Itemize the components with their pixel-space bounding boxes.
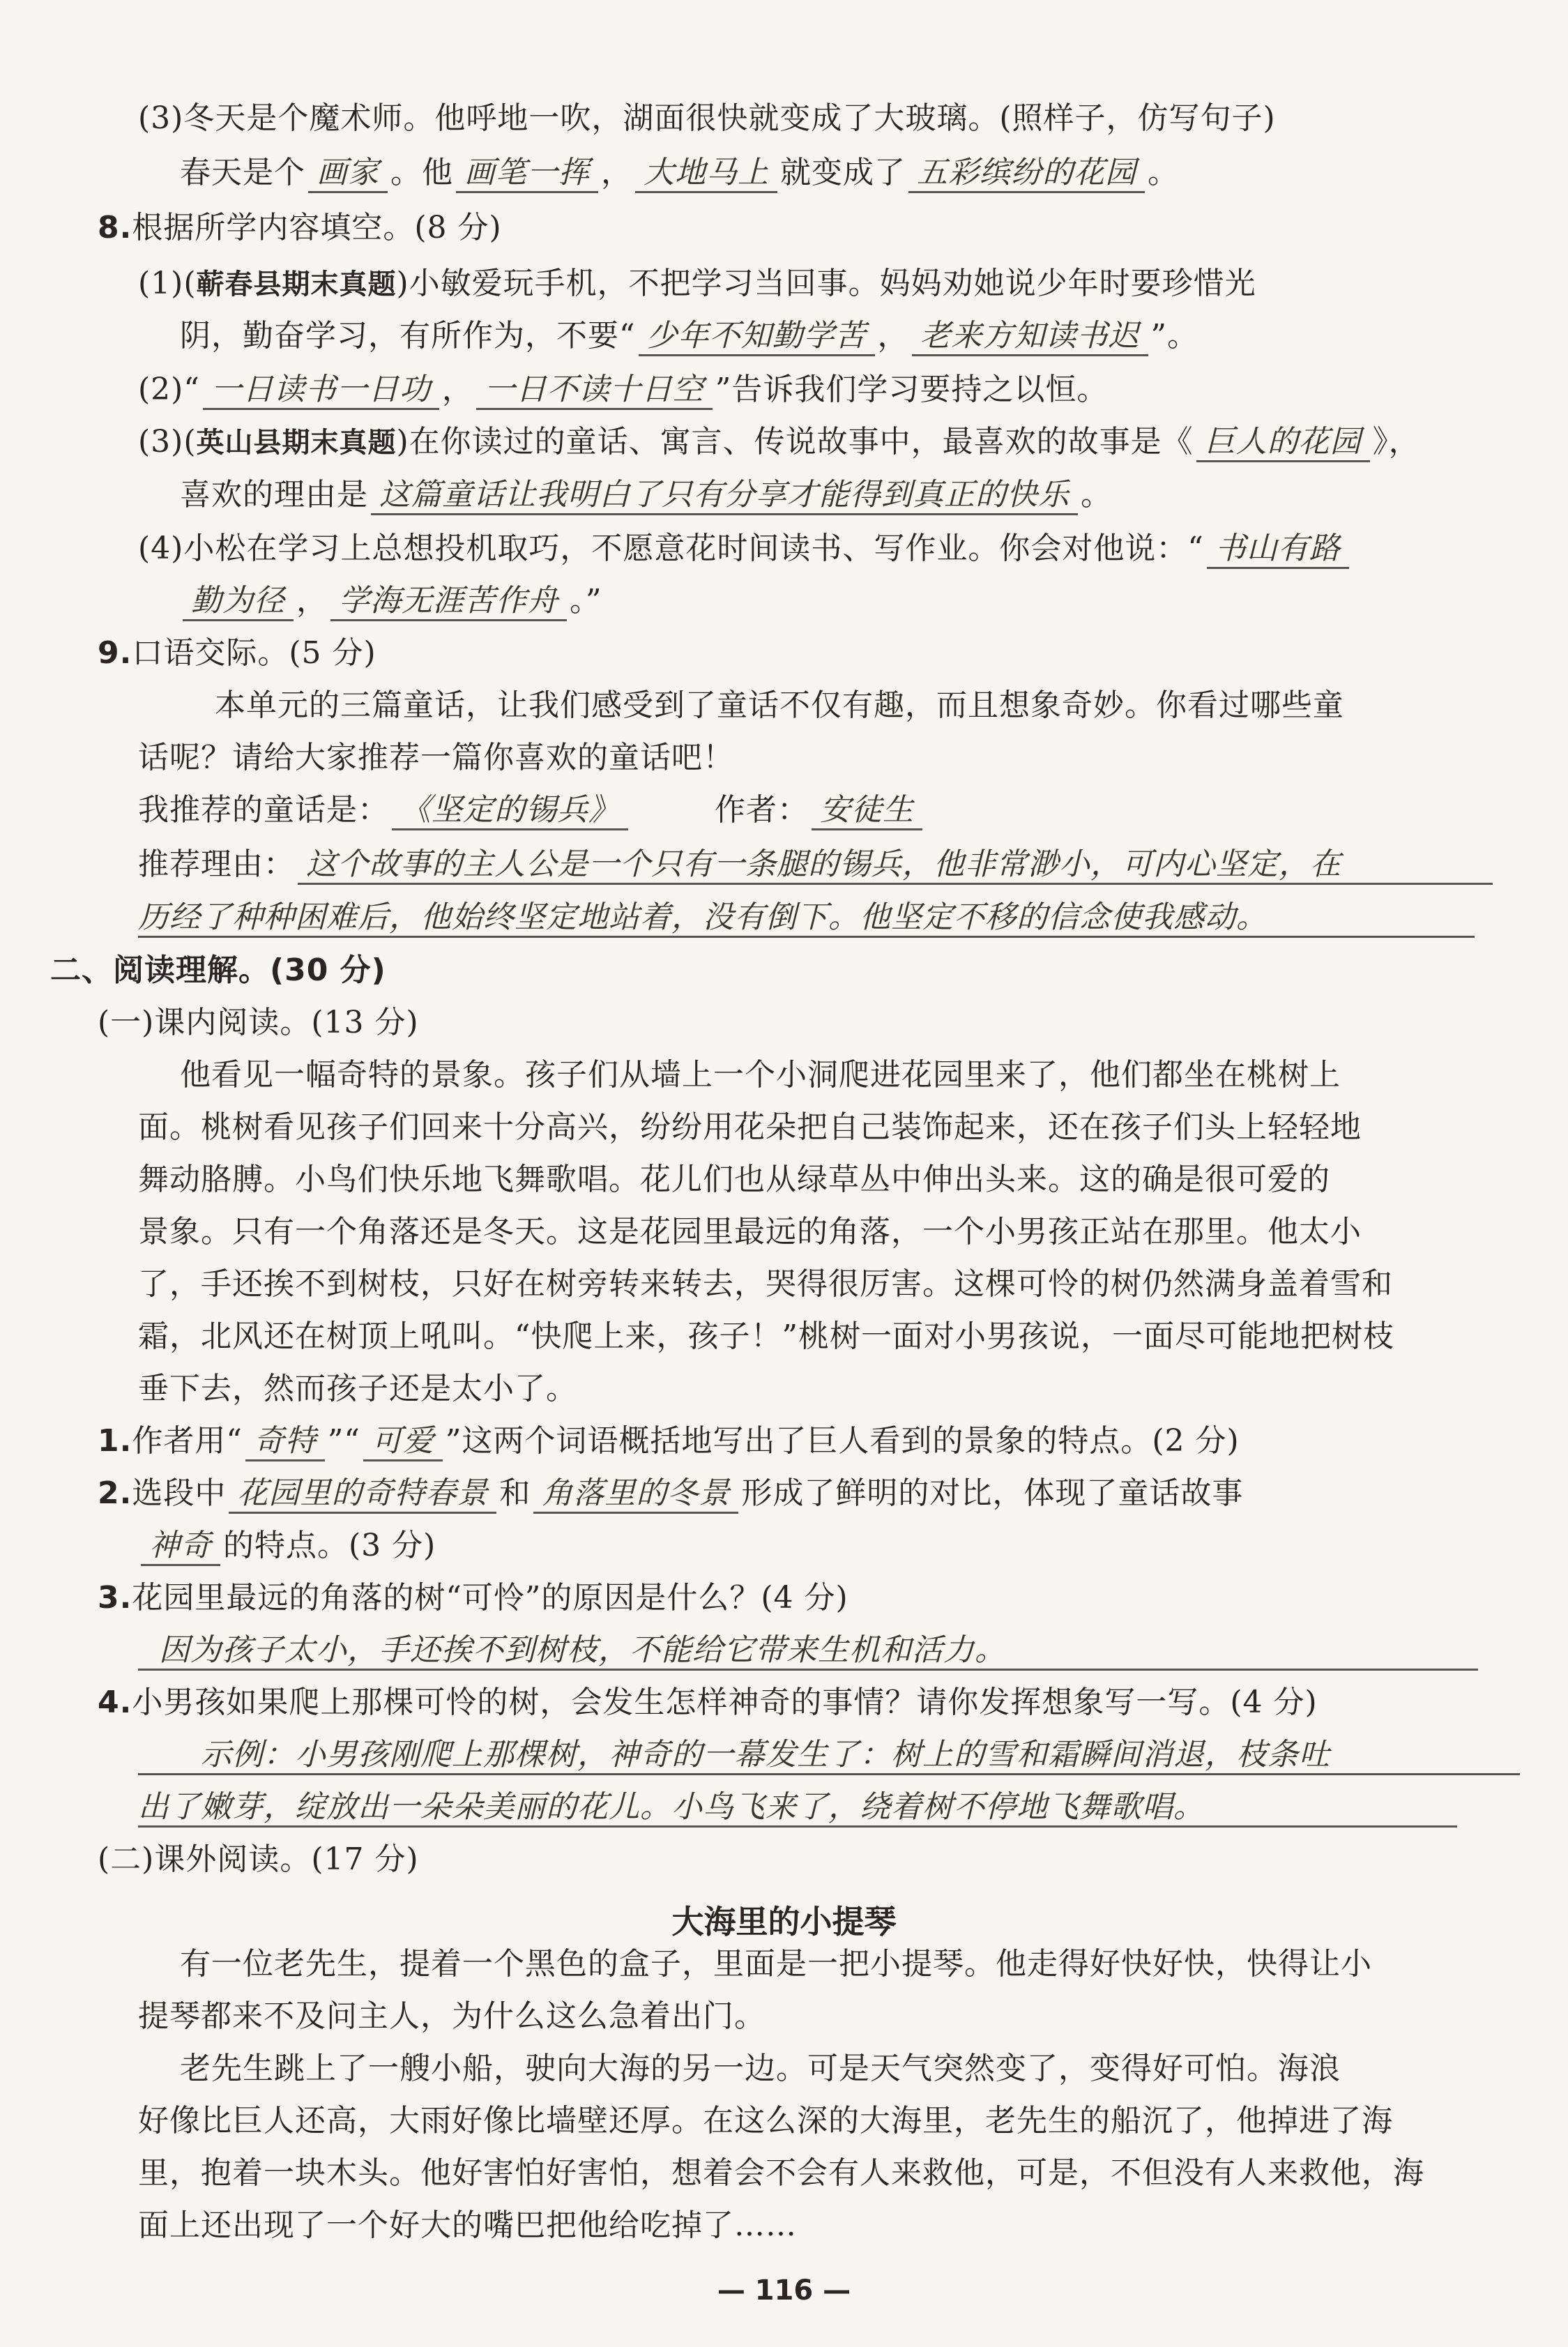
q8-3-line1: (3)(英山县期末真题)在你读过的童话、寓言、传说故事中，最喜欢的故事是《 巨人的花园 》， [138,427,1420,462]
story-line: 好像比巨人还高，大雨好像比墙壁还厚。在这么深的大海里，老先生的船沉了，他掉进了海 [138,2103,1393,2139]
handwritten-answer: 书山有路 [1207,533,1349,569]
story-line: 里，抱着一块木头。他好害怕好害怕，想着会不会有人来救他，可是，不但没有人来救他，海 [138,2155,1424,2191]
part2-heading: (二)课外阅读。(17 分) [98,1841,419,1877]
handwritten-answer: 示例：小男孩刚爬上那棵树，神奇的一幕发生了：树上的雪和霜瞬间消退，枝条吐 [138,1740,1520,1775]
handwritten-answer: 这篇童话让我明白了只有分享才能得到真正的快乐 [371,480,1078,515]
handwritten-answer: 花园里的奇特春景 [229,1478,496,1514]
story-line: 面上还出现了一个好大的嘴巴把他给吃掉了…… [138,2208,797,2243]
story-line: 提琴都来不及问主人，为什么这么急着出门。 [138,1998,766,2034]
passage-line: 了，手还挨不到树枝，只好在树旁转来转去，哭得很厉害。这棵可怜的树仍然满身盖着雪和 [138,1266,1393,1302]
passage-line: 垂下去，然而孩子还是太小了。 [138,1371,577,1406]
q8-4-line1: (4)小松在学习上总想投机取巧，不愿意花时间读书、写作业。你会对他说：“ 书山有路 [138,533,1352,569]
q8-1-line1: (1)(蕲春县期末真题)小敏爱玩手机，不把学习当回事。妈妈劝她说少年时要珍惜光 [138,266,1256,301]
q9-reason-line2 [138,899,1484,938]
story-title: 大海里的小提琴 [671,1903,897,1940]
q9-heading: 9.口语交际。(5 分) [98,635,376,671]
passage-line: 面。桃树看见孩子们回来十分高兴，纷纷用花朵把自己装饰起来，还在孩子们头上轻轻地 [138,1109,1362,1145]
handwritten-answer: 勤为径 [183,586,294,621]
page-number: — 116 — [717,2274,851,2307]
handwritten-answer: 巨人的花园 [1196,427,1370,462]
q9-text2: 话呢？请给大家推荐一篇你喜欢的童话吧！ [138,740,734,775]
section2-heading: 二、阅读理解。(30 分) [50,952,386,988]
handwritten-answer: 大地马上 [635,158,777,193]
reading-q3-answer [138,1632,1478,1671]
handwritten-answer: 少年不知勤学苦 [639,321,875,356]
source-tag: 蕲春县期末真题 [196,268,397,301]
handwritten-answer: 奇特 [245,1426,325,1461]
q8-heading: 8.根据所学内容填空。(8 分) [98,210,502,245]
handwritten-answer: 画家 [308,158,388,193]
reading-q4: 4.小男孩如果爬上那棵可怜的树，会发生怎样神奇的事情？请你发挥想象写一写。(4 分) [98,1685,1318,1720]
handwritten-answer: 可爱 [363,1426,443,1461]
handwritten-answer: 画笔一挥 [456,158,598,193]
handwritten-answer: 出了嫩芽，绽放出一朵朵美丽的花儿。小鸟飞来了，绕着树不停地飞舞歌唱。 [138,1792,1457,1828]
q9-recommend-line: 我推荐的童话是： 《坚定的锡兵》 作者： 安徒生 [138,795,925,830]
reading-q4-answer2 [138,1789,1457,1828]
handwritten-answer: 一日读书一日功 [203,374,439,410]
reading-q4-answer1 [138,1737,1520,1775]
q8-1-line2: 阴，勤奋学习，有所作为，不要“ 少年不知勤学苦 ， 老来方知读书迟 ”。 [180,321,1198,356]
handwritten-answer: 安徒生 [812,795,922,830]
q8-2-line: (2)“ 一日读书一日功 ， 一日不读十日空 ”告诉我们学习要持之以恒。 [138,374,1108,410]
source-tag: 英山县期末真题 [196,427,397,459]
q8-4-line2: 勤为径 ， 学海无涯苦作舟 。” [180,586,602,621]
handwritten-answer: 老来方知读书迟 [912,321,1148,356]
handwritten-answer: 学海无涯苦作舟 [330,586,567,621]
reading-q2-line1: 2.选段中 花园里的奇特春景 和 角落里的冬景 形成了鲜明的对比，体现了童话故事 [98,1478,1243,1514]
q7-3-prompt: (3)冬天是个魔术师。他呼地一吹，湖面很快就变成了大玻璃。(照样子，仿写句子) [138,100,1276,136]
handwritten-answer: 一日不读十日空 [476,374,713,410]
story-line: 有一位老先生，提着一个黑色的盒子，里面是一把小提琴。他走得好快好快，快得让小 [180,1946,1372,1982]
reading-q3: 3.花园里最远的角落的树“可怜”的原因是什么？(4 分) [98,1580,848,1616]
passage-line: 景象。只有一个角落还是冬天。这是花园里最远的角落，一个小男孩正站在那里。他太小 [138,1214,1362,1250]
story-line: 老先生跳上了一艘小船，驶向大海的另一边。可是天气突然变了，变得好可怕。海浪 [180,2051,1341,2086]
handwritten-answer: 神奇 [141,1531,220,1566]
q7-3-answer-line: 春天是个 画家 。他 画笔一挥 ， 大地马上 就变成了 五彩缤纷的花园 。 [180,158,1179,193]
q8-3-line2: 喜欢的理由是 这篇童话让我明白了只有分享才能得到真正的快乐 。 [180,480,1112,515]
handwritten-answer: 因为孩子太小，手还挨不到树枝，不能给它带来生机和活力。 [138,1635,1478,1671]
handwritten-answer: 角落里的冬景 [533,1478,738,1514]
part1-heading: (一)课内阅读。(13 分) [98,1005,419,1040]
q9-reason-line1: 推荐理由： 这个故事的主人公是一个只有一条腿的锡兵，他非常渺小，可内心坚定，在 [138,849,1495,885]
passage-line: 舞动胳膊。小鸟们快乐地飞舞歌唱。花儿们也从绿草丛中伸出头来。这的确是很可爱的 [138,1162,1330,1197]
q9-text1: 本单元的三篇童话，让我们感受到了童话不仅有趣，而且想象奇妙。你看过哪些童 [215,688,1344,723]
passage-line: 他看见一幅奇特的景象。孩子们从墙上一个小洞爬进花园里来了，他们都坐在桃树上 [180,1057,1341,1093]
passage-line: 霜，北风还在树顶上吼叫。“快爬上来，孩子！”桃树一面对小男孩说，一面尽可能地把树枝 [138,1319,1394,1354]
handwritten-answer: 五彩缤纷的花园 [908,158,1145,193]
handwritten-answer: 历经了种种困难后，他始终坚定地站着，没有倒下。他坚定不移的信念使我感动。 [138,902,1475,938]
reading-q1: 1.作者用“ 奇特 ”“ 可爱 ”这两个词语概括地写出了巨人看到的景象的特点。(2 分) [98,1426,1240,1461]
handwritten-answer: 《坚定的锡兵》 [392,795,628,830]
handwritten-answer: 这个故事的主人公是一个只有一条腿的锡兵，他非常渺小，可内心坚定，在 [298,849,1493,885]
reading-q2-line2: 神奇 的特点。(3 分) [138,1531,436,1566]
